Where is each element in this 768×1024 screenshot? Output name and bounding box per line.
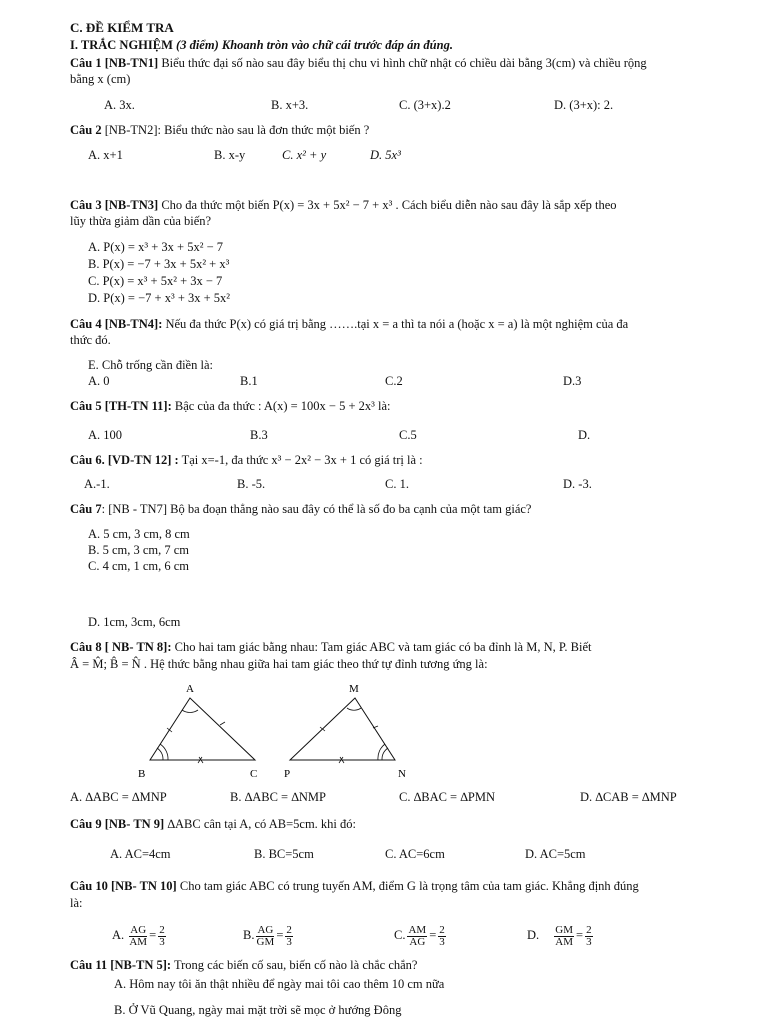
q5-option-c[interactable]: C.5	[399, 428, 417, 442]
vertex-c: C	[250, 768, 258, 780]
vertex-p: P	[284, 768, 291, 780]
q10-option-b[interactable]	[243, 920, 295, 950]
vertex-a: A	[186, 683, 194, 695]
q10-label: Câu 10 [NB- TN 10]	[70, 879, 177, 893]
q9-label: Câu 9 [NB- TN 9]	[70, 817, 165, 831]
q7-line	[70, 502, 531, 517]
triangles-figure	[130, 678, 420, 786]
q4-option-b[interactable]: B.1	[240, 374, 258, 388]
q8-option-b[interactable]: B. ∆ABC = ∆NMP	[230, 790, 326, 804]
q2-option-b[interactable]: B. x-y	[214, 148, 246, 162]
q8-option-d[interactable]: D. ∆CAB = ∆MNP	[580, 790, 677, 804]
vertex-n: N	[398, 768, 406, 780]
fraction	[438, 925, 446, 948]
fraction	[256, 925, 274, 948]
q7-text: : [NB - TN7] Bộ ba đoạn thẳng nào sau đây có thể là số đo ba cạnh của một tam giác?	[101, 502, 532, 516]
q9-text: ∆ABC cân tại A, có AB=5cm. khi đó:	[164, 817, 357, 831]
denominator: AM	[555, 935, 574, 948]
q4-text-cont: thức đó.	[70, 333, 111, 347]
q2-option-d[interactable]: D. 5x³	[370, 148, 401, 162]
q9-option-d[interactable]: D. AC=5cm	[525, 847, 586, 861]
tick-ab	[167, 728, 172, 732]
q1-option-d[interactable]: D. (3+x): 2.	[554, 98, 614, 112]
q9-option-c[interactable]: C. AC=6cm	[385, 847, 445, 861]
q10-option-d[interactable]	[527, 920, 595, 950]
q5-option-a[interactable]: A. 100	[88, 428, 123, 442]
equals: =	[149, 928, 157, 942]
q10-text: Cho tam giác ABC có trung tuyến AM, điểm G là trọng tâm của tam giác. Khẳng định đúng	[176, 879, 639, 893]
q8-text: Cho hai tam giác bằng nhau: Tam giác ABC và tam giác có ba đỉnh là M, N, P. Biết	[171, 640, 592, 654]
q9-line	[70, 817, 356, 832]
q3-option-d[interactable]: D. P(x) = −7 + x³ + 3x + 5x²	[88, 291, 231, 305]
equals: =	[576, 928, 584, 942]
q5-option-b[interactable]: B.3	[250, 428, 268, 442]
angle-n-mark-2	[382, 748, 388, 760]
q4-text: Nếu đa thức P(x) có giá trị bằng …….tại x = a thì ta nói a (hoặc x = a) là một nghiệm của đa	[162, 317, 629, 331]
q5-label: Câu 5 [TH-TN 11]:	[70, 399, 172, 413]
q4-label: Câu 4 [NB-TN4]:	[70, 317, 163, 331]
q10-option-a[interactable]	[112, 920, 168, 950]
q5-text: Bậc của đa thức : A(x) = 100x − 5 + 2x³ là:	[171, 399, 391, 413]
q2-text: [NB-TN2]: Biểu thức nào sau là đơn thức một biến ?	[101, 123, 370, 137]
q6-label: Câu 6. [VD-TN 12] :	[70, 453, 179, 467]
denominator: 3	[159, 935, 165, 948]
q6-option-c[interactable]: C. 1.	[385, 477, 409, 491]
numerator: AM	[408, 923, 427, 936]
q8-label: Câu 8 [ NB- TN 8]:	[70, 640, 172, 654]
triangle-abc	[150, 698, 255, 760]
numerator: AG	[257, 923, 274, 936]
q10-text-cont: là:	[70, 896, 83, 910]
q7-option-d[interactable]: D. 1cm, 3cm, 6cm	[88, 615, 181, 629]
q4-line1	[70, 317, 628, 332]
q7-label: Câu 7	[70, 502, 102, 516]
q9-option-b[interactable]: B. BC=5cm	[254, 847, 314, 861]
q8-option-c[interactable]: C. ∆BAC = ∆PMN	[399, 790, 495, 804]
q10-option-d-letter: D.	[527, 928, 540, 942]
numerator: 2	[159, 923, 165, 936]
tick-ac	[220, 722, 225, 725]
q3-text: Cho đa thức một biến P(x) = 3x + 5x² − 7 + x³ . Cách biểu diễn nào sau đây là sắp xếp theo	[158, 198, 617, 212]
fraction	[407, 925, 427, 948]
q7-option-c[interactable]: C. 4 cm, 1 cm, 6 cm	[88, 559, 190, 573]
q2-line	[70, 123, 369, 138]
q1-option-a[interactable]: A. 3x.	[104, 98, 135, 112]
q3-line1	[70, 198, 617, 213]
q1-option-c[interactable]: C. (3+x).2	[399, 98, 451, 112]
q10-option-a-letter: A.	[112, 928, 125, 942]
part1-title: I. TRẮC NGHIỆM	[70, 38, 173, 52]
part1-instruction: Khoanh tròn vào chữ cái trước đáp án đúng.	[221, 38, 453, 52]
q6-line	[70, 453, 423, 468]
q5-option-d[interactable]: D.	[578, 428, 591, 442]
denominator: 3	[286, 935, 292, 948]
q3-option-b[interactable]: B. P(x) = −7 + 3x + 5x² + x³	[88, 257, 230, 271]
q4-option-d[interactable]: D.3	[563, 374, 582, 388]
vertex-b: B	[138, 768, 146, 780]
equals: =	[429, 928, 437, 942]
q11-option-a[interactable]: A. Hôm nay tôi ăn thật nhiều để ngày mai tôi cao thêm 10 cm nữa	[114, 977, 445, 991]
fraction	[158, 925, 166, 948]
q1-label: Câu 1 [NB-TN1]	[70, 56, 159, 70]
q9-option-a[interactable]: A. AC=4cm	[110, 847, 171, 861]
q6-option-a[interactable]: A.-1.	[84, 477, 110, 491]
q10-line1	[70, 879, 639, 894]
section-title: C. ĐỀ KIỂM TRA	[70, 20, 174, 35]
q7-option-b[interactable]: B. 5 cm, 3 cm, 7 cm	[88, 543, 190, 557]
q5-line	[70, 399, 391, 414]
fraction	[285, 925, 293, 948]
q3-option-a[interactable]: A. P(x) = x³ + 3x + 5x² − 7	[88, 240, 223, 254]
q8-option-a[interactable]: A. ∆ABC = ∆MNP	[70, 790, 167, 804]
q8-text-cont: Â = M̂; B̂ = N̂ . Hệ thức bằng nhau giữa hai tam giác theo thứ tự đỉnh tương ứng là:	[70, 657, 488, 671]
fraction	[129, 925, 147, 948]
q2-label: Câu 2	[70, 123, 102, 137]
angle-m-mark	[347, 708, 361, 710]
vertex-m: M	[349, 683, 359, 695]
q10-option-c[interactable]	[394, 920, 448, 950]
q11-text: Trong các biến cố sau, biến cố nào là chắc chắn?	[171, 958, 418, 972]
numerator: AG	[130, 923, 147, 936]
q3-label: Câu 3 [NB-TN3]	[70, 198, 159, 212]
q11-line	[70, 958, 417, 973]
q11-label: Câu 11 [NB-TN 5]:	[70, 958, 172, 972]
angle-a-mark	[182, 710, 198, 713]
q4-option-a[interactable]: A. 0	[88, 374, 110, 388]
q10-option-c-letter: C.	[394, 928, 406, 942]
q7-option-a[interactable]: A. 5 cm, 3 cm, 8 cm	[88, 527, 190, 541]
denominator: 3	[439, 935, 445, 948]
numerator: GM	[555, 923, 574, 936]
q1-option-b[interactable]: B. x+3.	[271, 98, 309, 112]
q6-option-d[interactable]: D. -3.	[563, 477, 592, 491]
fraction	[554, 925, 574, 948]
q1-line1	[70, 56, 647, 71]
q8-line1	[70, 640, 592, 655]
part1-points: (3 điểm)	[176, 38, 219, 52]
numerator: 2	[286, 923, 292, 936]
denominator: 3	[586, 935, 592, 948]
fraction	[585, 925, 593, 948]
q3-option-c[interactable]: C. P(x) = x³ + 5x² + 3x − 7	[88, 274, 223, 288]
numerator: 2	[439, 923, 445, 936]
equals: =	[276, 928, 284, 942]
numerator: 2	[586, 923, 592, 936]
q6-option-b[interactable]: B. -5.	[237, 477, 266, 491]
q4-blank-prompt: E. Chỗ trống cần điền là:	[88, 358, 213, 372]
part1-heading	[70, 38, 453, 53]
q2-option-a[interactable]: A. x+1	[88, 148, 123, 162]
q1-text-cont: bằng x (cm)	[70, 72, 131, 86]
q11-option-b[interactable]: B. Ở Vũ Quang, ngày mai mặt trời sẽ mọc ở hướng Đông	[114, 1003, 402, 1017]
q2-option-c[interactable]: C. x² + y	[282, 148, 327, 162]
denominator: AG	[409, 935, 426, 948]
q10-option-b-letter: B.	[243, 928, 255, 942]
q3-text-cont: lũy thừa giảm dần của biến?	[70, 214, 212, 228]
denominator: AM	[129, 935, 148, 948]
q6-text: Tại x=-1, đa thức x³ − 2x² − 3x + 1 có giá trị là :	[178, 453, 423, 467]
angle-b-mark-2	[157, 748, 163, 760]
q4-option-c[interactable]: C.2	[385, 374, 403, 388]
denominator: GM	[256, 935, 275, 948]
q1-text: Biểu thức đại số nào sau đây biểu thị chu vi hình chữ nhật có chiều dài bằng 3(cm) và chiều rộng	[158, 56, 647, 70]
